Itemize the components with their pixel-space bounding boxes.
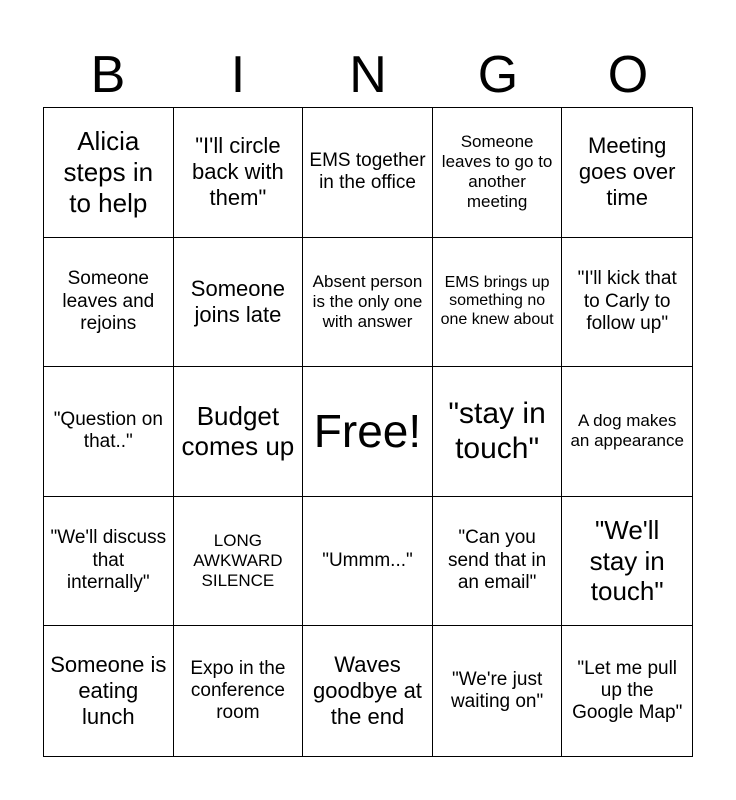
bingo-cell[interactable]: Someone joins late (174, 238, 304, 368)
bingo-cell[interactable]: "We'll stay in touch" (562, 497, 692, 627)
bingo-board (43, 107, 693, 757)
bingo-cell[interactable]: Someone leaves to go to another meeting (433, 108, 563, 238)
bingo-cell[interactable]: Alicia steps in to help (44, 108, 174, 238)
bingo-header (43, 44, 693, 106)
bingo-cell[interactable]: LONG AWKWARD SILENCE (174, 497, 304, 627)
bingo-cell[interactable]: "Let me pull up the Google Map" (572, 657, 683, 724)
bingo-cell[interactable]: A dog makes an appearance (562, 367, 692, 497)
bingo-cell[interactable]: "I'll kick that to Carly to follow up" (562, 238, 692, 368)
bingo-cell[interactable]: "We'll discuss that internally" (44, 497, 174, 627)
header-letter-g: G (477, 46, 519, 104)
bingo-cell[interactable]: "Can you send that in an email" (433, 497, 563, 627)
header-letter-i: I (230, 46, 246, 104)
bingo-cell[interactable]: Meeting goes over time (562, 108, 692, 238)
bingo-cell[interactable]: EMS brings up something no one knew about (433, 238, 563, 368)
bingo-cell[interactable]: "We're just waiting on" (433, 626, 563, 756)
bingo-cell[interactable]: Budget comes up (174, 367, 304, 497)
bingo-cell[interactable]: "stay in touch" (433, 367, 563, 497)
bingo-cell[interactable]: "Ummm..." (303, 497, 433, 627)
bingo-cell[interactable]: Waves goodbye at the end (303, 626, 433, 756)
bingo-cell[interactable]: "Question on that.." (44, 367, 174, 497)
bingo-cell[interactable]: Expo in the conference room (174, 626, 304, 756)
bingo-cell[interactable]: EMS together in the office (303, 108, 433, 238)
free-space[interactable]: Free! (303, 367, 433, 497)
bingo-cell[interactable]: "I'll circle back with them" (174, 108, 304, 238)
bingo-cell[interactable]: Someone is eating lunch (44, 626, 174, 756)
bingo-cell[interactable]: Someone leaves and rejoins (44, 238, 174, 368)
header-letter-b: B (90, 46, 126, 104)
header-letter-n: N (349, 46, 387, 104)
header-letter-o: O (607, 46, 649, 104)
bingo-cell[interactable]: Absent person is the only one with answer (303, 238, 433, 368)
